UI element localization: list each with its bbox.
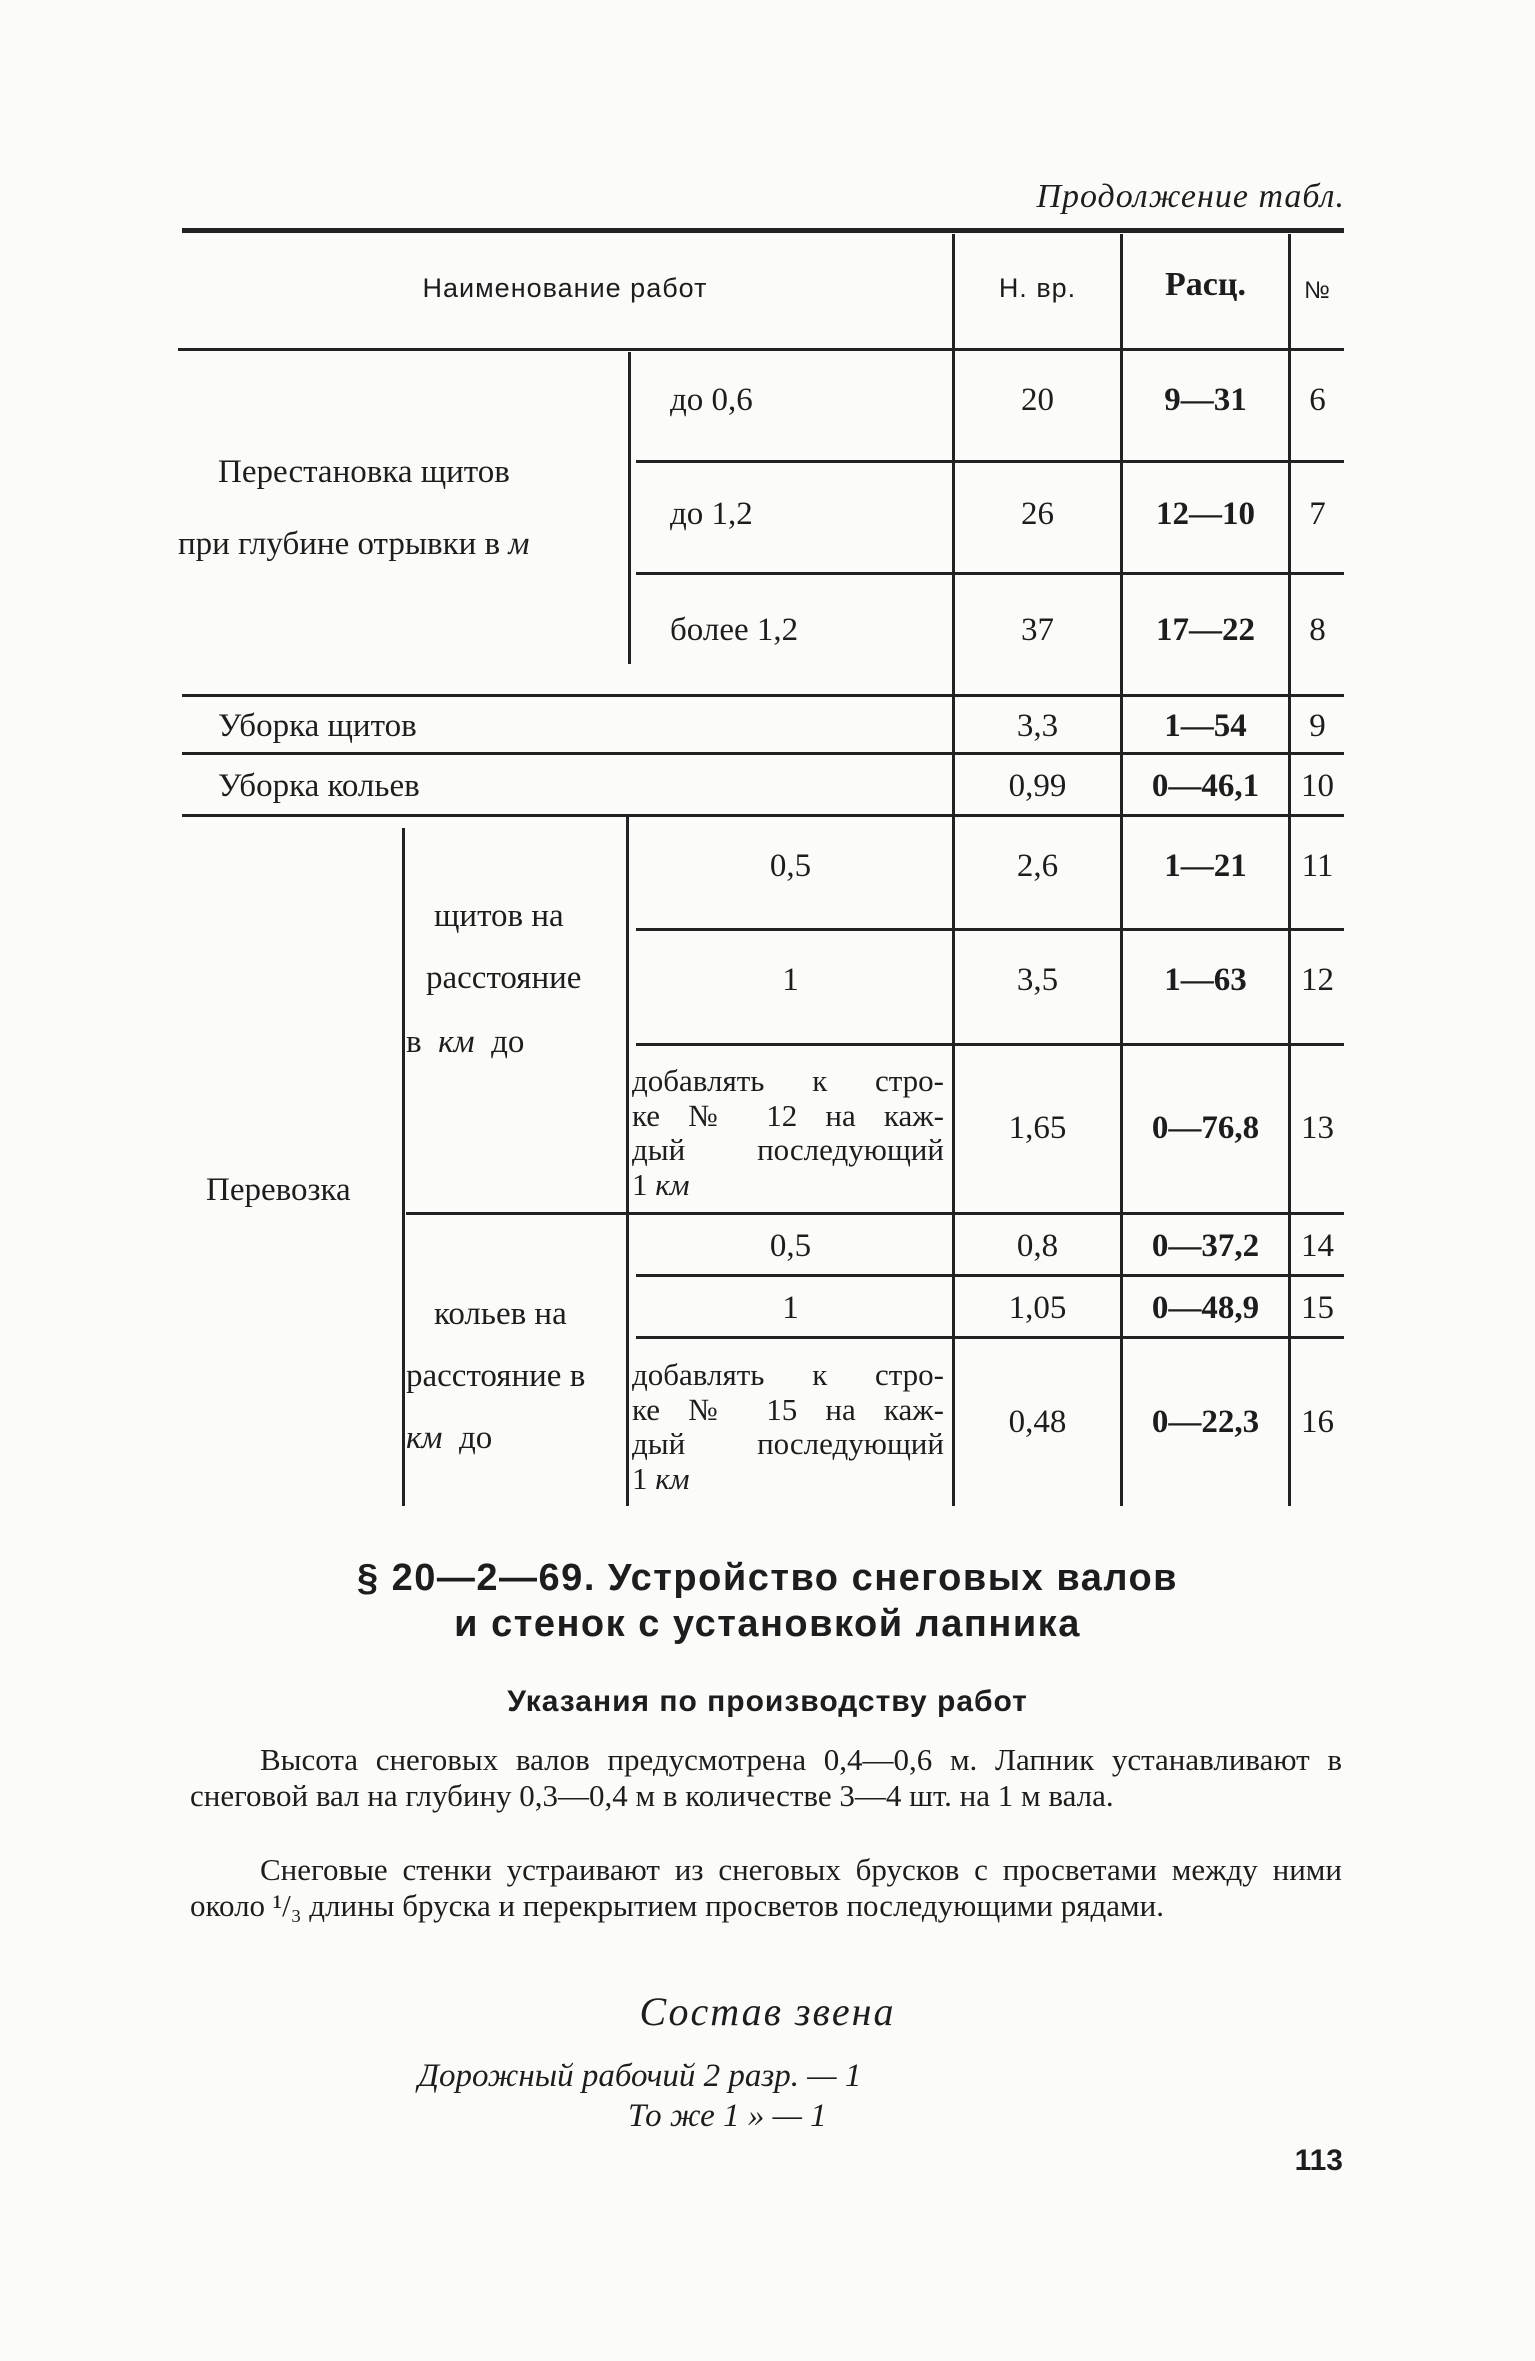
cond-row16: добавлять к стро- ке № 15 на каж- дый последующий 1 км xyxy=(632,1357,944,1497)
time-row9: 3,3 xyxy=(1016,708,1059,744)
time-row16: 0,48 xyxy=(1008,1404,1067,1440)
num-row14: 14 xyxy=(1301,1228,1334,1264)
time-row7: 26 xyxy=(1021,496,1054,532)
rule-row8 xyxy=(182,694,1344,697)
time-row13: 1,65 xyxy=(1008,1110,1067,1146)
header-rate: Расц. xyxy=(1165,266,1246,303)
rate-row14: 0—37,2 xyxy=(1151,1228,1260,1264)
rate-row12: 1—63 xyxy=(1164,962,1247,998)
rule-row12 xyxy=(636,1043,1344,1046)
num-row13: 13 xyxy=(1301,1110,1334,1146)
stakes-line2: расстояние в xyxy=(406,1358,586,1394)
header-bottom-rule xyxy=(178,348,1344,351)
shields-line1: щитов на xyxy=(434,898,564,934)
num-row9: 9 xyxy=(1309,708,1326,744)
shields-line3: в км до xyxy=(406,1024,525,1060)
rate-row8: 17—22 xyxy=(1156,612,1255,648)
table-continuation-label: Продолжение табл. xyxy=(1036,178,1345,215)
stakes-line3: км до xyxy=(406,1420,493,1456)
num-row8: 8 xyxy=(1309,612,1326,648)
rule-row15 xyxy=(636,1336,1344,1339)
section-title: § 20—2—69. Устройство снеговых валов и стенок с установкой лапника xyxy=(356,1557,1179,1645)
header-name: Наименование работ xyxy=(422,273,708,303)
rule-row6 xyxy=(636,460,1344,463)
rate-row16: 0—22,3 xyxy=(1151,1404,1260,1440)
rate-row15: 0—48,9 xyxy=(1151,1290,1260,1326)
cond-row12: 1 xyxy=(782,962,799,998)
cond-row15: 1 xyxy=(782,1290,799,1326)
cond-row8: более 1,2 xyxy=(670,612,799,648)
num-row12: 12 xyxy=(1301,962,1334,998)
rule-row10 xyxy=(182,814,1344,817)
num-row15: 15 xyxy=(1301,1290,1334,1326)
col-rule-cond-transport xyxy=(626,816,629,1506)
num-row11: 11 xyxy=(1301,848,1334,884)
rule-row11 xyxy=(636,928,1344,931)
time-row6: 20 xyxy=(1021,382,1054,418)
header-time: Н. вр. xyxy=(998,273,1077,303)
time-row12: 3,5 xyxy=(1016,962,1059,998)
rate-row9: 1—54 xyxy=(1164,708,1247,744)
num-row10: 10 xyxy=(1301,768,1334,804)
group1-line1: Перестановка щитов xyxy=(218,454,510,490)
crew-title: Состав звена xyxy=(639,1989,896,2034)
norms-table xyxy=(178,228,1344,1506)
rate-row6: 9—31 xyxy=(1164,382,1247,418)
rate-row10: 0—46,1 xyxy=(1151,768,1260,804)
name-row9: Уборка щитов xyxy=(218,708,417,744)
rule-row14 xyxy=(636,1274,1344,1277)
header-num: № xyxy=(1304,277,1331,304)
paragraph-1: Высота снеговых валов предусмотрена 0,4—0,6 м. Лапник устанавливают в снеговой вал на глубину 0,3—0,4 м в количестве 3—4 шт. на 1 м вала. xyxy=(190,1742,1342,1813)
time-row11: 2,6 xyxy=(1016,848,1059,884)
rule-row13 xyxy=(406,1212,1344,1215)
crew-line-2: То же 1 » — 1 xyxy=(628,2098,827,2134)
col-rule-transport-sub xyxy=(402,828,405,1506)
crew-line-1: Дорожный рабочий 2 разр. — 1 xyxy=(418,2058,862,2094)
shields-line2: расстояние xyxy=(426,960,582,996)
time-row14: 0,8 xyxy=(1016,1228,1059,1264)
cond-row14: 0,5 xyxy=(769,1228,812,1264)
cond-row13: добавлять к стро- ке № 12 на каж- дый последующий 1 км xyxy=(632,1063,944,1203)
stakes-line1: кольев на xyxy=(434,1296,567,1332)
num-row7: 7 xyxy=(1309,496,1326,532)
num-row6: 6 xyxy=(1309,382,1326,418)
cond-row6: до 0,6 xyxy=(670,382,753,418)
transport-label: Перевозка xyxy=(206,1172,351,1208)
time-row8: 37 xyxy=(1021,612,1054,648)
rate-row13: 0—76,8 xyxy=(1151,1110,1260,1146)
paragraph-2: Снеговые стенки устраивают из снеговых брусков с просветами между ними около ¹/₃ длины бруска и перекрытием просветов последующими рядами. xyxy=(190,1852,1342,1923)
rule-row7 xyxy=(636,572,1344,575)
rate-row7: 12—10 xyxy=(1156,496,1255,532)
section-subtitle: Указания по производству работ xyxy=(507,1685,1028,1718)
rate-row11: 1—21 xyxy=(1164,848,1247,884)
cond-row11: 0,5 xyxy=(769,848,812,884)
col-rule-cond-group1 xyxy=(628,352,631,664)
group1-line2: при глубине отрывки в м xyxy=(178,526,530,562)
page-number: 113 xyxy=(1294,2144,1343,2177)
time-row10: 0,99 xyxy=(1008,768,1067,804)
table-top-rule xyxy=(182,228,1344,233)
cond-row7: до 1,2 xyxy=(670,496,753,532)
num-row16: 16 xyxy=(1301,1404,1334,1440)
rule-row9 xyxy=(182,752,1344,755)
time-row15: 1,05 xyxy=(1008,1290,1067,1326)
name-row10: Уборка кольев xyxy=(218,768,420,804)
